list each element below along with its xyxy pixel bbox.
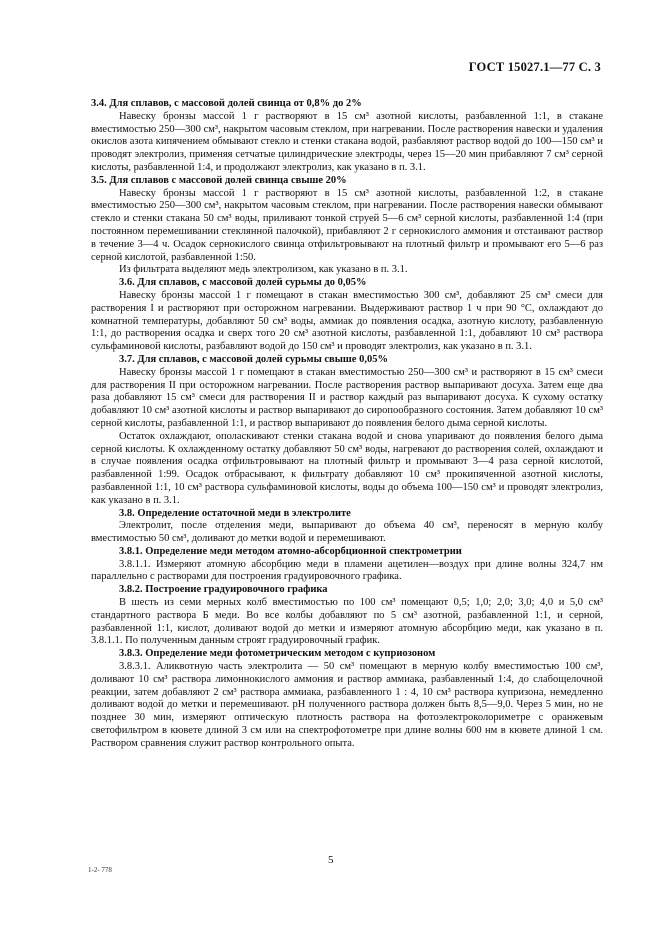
page-number: 5 <box>328 854 334 866</box>
print-code: 1-2- 778 <box>88 866 112 874</box>
paragraph-3-7-residue: Остаток охлаждают, ополаскивают стенки стакана водой и снова упаривают до появления белого дыма серной кислоты. К охлажденному остатку добавляют 50 см³ воды, нагревают до растворения солей, охлаждают и в случае появления осадка отфильтровывают на плотный фильтр и промывают 3—4 раза серной кислотой, разбавленной 1:99. Осадок отбрасывают, к фильтрату добавляют 10 см³ прокипяченной азотной кислоты, разбавленной 1:1, 10 см³ раствора сульфаминовой кислоты, воды до объема 100—150 см³ и проводят электролиз, как указано в п. 3.1. <box>91 430 603 506</box>
section-heading-3-8: 3.8. Определение остаточной меди в электролите <box>119 507 351 519</box>
section-heading-3-8-2: 3.8.2. Построение градуировочного графика <box>119 584 328 596</box>
document-body <box>91 98 603 751</box>
paragraph-3-6: Навеску бронзы массой 1 г помещают в стакан вместимостью 300 см³, добавляют 25 см³ смеси для растворения I и растворяют при осторожном нагревании. Выдерживают раствор 1 ч при 90 °С, охлаждают до комнатной температуры, добавляют 50 см³ воды, аммиак до появления осадка, азотную кислоту, разбавленную 1:1, до растворения осадка и сверх того 20 см³ азотной кислоты, разбавленной 1:1, добавляют 10 см³ раствора сульфаминовой кислоты, разбавляют водой до 150 см³ и проводят электролиз, как указано в п. 3.1. <box>91 289 603 353</box>
section-heading-3-6: 3.6. Для сплавов, с массовой долей сурьмы до 0,05% <box>119 277 367 289</box>
paragraph-3-8-1-1: 3.8.1.1. Измеряют атомную абсорбцию меди в пламени ацетилен—воздух при длине волны 324,7 нм параллельно с растворами для построения градуировочного графика. <box>91 558 603 583</box>
paragraph-3-8-2: В шесть из семи мерных колб вместимостью по 100 см³ помещают 0,5; 1,0; 2,0; 3,0; 4,0 и 5,0 см³ стандартного раствора Б меди. Во все колбы добавляют по 5 см³ азотной, разбавленной 1:1, и серной, разбавленной 1:1, кислот, доливают водой до метки и измеряют атомную абсорбцию меди, как указано в п. 3.8.1.1. По полученным данным строят градуировочный график. <box>91 597 603 647</box>
paragraph-3-5-filtrate: Из фильтрата выделяют медь электролизом, как указано в п. 3.1. <box>119 264 408 276</box>
section-heading-3-7: 3.7. Для сплавов, с массовой долей сурьмы свыше 0,05% <box>119 353 388 365</box>
section-heading-3-8-3: 3.8.3. Определение меди фотометрическим методом с куприозоном <box>119 648 436 660</box>
section-heading-3-8-1: 3.8.1. Определение меди методом атомно-абсорбционной спектрометрии <box>119 545 462 557</box>
paragraph-3-7: Навеску бронзы массой 1 г помещают в стакан вместимостью 250—300 см³ и растворяют в 15 см³ смеси для растворения II при осторожном нагревании. После растворения раствор выпаривают досуха. Затем еще два раза добавляют 15 см³ смеси для растворения II и раствор каждый раз выпаривают досуха. К сухому остатку добавляют 10 см³ азотной кислоты и раствор выпаривают до сиропообразного состояния. Затем добавляют 10 см³ серной кислоты, разбавленной 1:1, и раствор выпаривают до появления белого дыма серной кислоты. <box>91 366 603 429</box>
paragraph-3-8: Электролит, после отделения меди, выпаривают до объема 40 см³, переносят в мерную колбу вместимостью 50 см³, доливают до метки водой и перемешивают. <box>91 520 603 545</box>
paragraph-3-8-3-1: 3.8.3.1. Аликвотную часть электролита — 50 см³ помещают в мерную колбу вместимостью 100 см³, доливают 10 см³ раствора лимоннокислого аммония и раствор аммиака, разбавленный 1:4, до слабощелочной реакции, затем добавляют 2 см³ раствора аммиака, разбавленного 1 : 4, 10 см³ раствора купризона, немедленно доливают водой до метки и перемешивают. pH полученного раствора должен быть 8,5—9,0. Через 5 мин, но не позднее 30 мин, измеряют оптическую плотность раствора на фотоэлектроколориметре с оранжевым светофильтром в кювете длиной 3 см или на спектрофотометре при длине волны 600 нм в кювете длиной 1 см. Раствором сравнения служит раствор контрольного опыта. <box>91 661 603 749</box>
paragraph-3-4: Навеску бронзы массой 1 г растворяют в 15 см³ азотной кислоты, разбавленной 1:1, в стакане вместимостью 250—300 см³, накрытом часовым стеклом, при нагревании. После растворения навески и удаления окислов азота кипячением обмывают стекло и стенки стакана водой, разбавляют раствор водой до 100—150 см³ и проводят электролиз, применяя сетчатые цилиндрические электроды, через 15—20 мин прибавляют 7 см³ серной кислоты, разбавленной 1:4, и продолжают электролиз, как указано в п. 3.1. <box>91 110 603 173</box>
paragraph-3-5: Навеску бронзы массой 1 г растворяют в 15 см³ азотной кислоты, разбавленной 1:2, в стакане вместимостью 250—300 см³, накрытом часовым стеклом, при нагревании. После растворения навески обмывают стекло и стенки стакана 50 см³ воды, приливают тонкой струей 5—6 см³ серной кислоты, разбавленной 1:4 (при постоянном перемешивании стеклянной палочкой), прибавляют 2 г сернокислого аммония и отстаивают раствор в течение 3—4 ч. Осадок сернокислого свинца отфильтровывают на плотный фильтр и промывают его 5—6 раз серной кислотой, разбавленной 1:50. <box>91 187 603 263</box>
document-header: ГОСТ 15027.1—77 С. 3 <box>468 60 601 74</box>
section-heading-3-5: 3.5. Для сплавов с массовой долей свинца свыше 20% <box>91 174 347 186</box>
section-heading-3-4: 3.4. Для сплавов, с массовой долей свинца от 0,8% до 2% <box>91 98 362 109</box>
